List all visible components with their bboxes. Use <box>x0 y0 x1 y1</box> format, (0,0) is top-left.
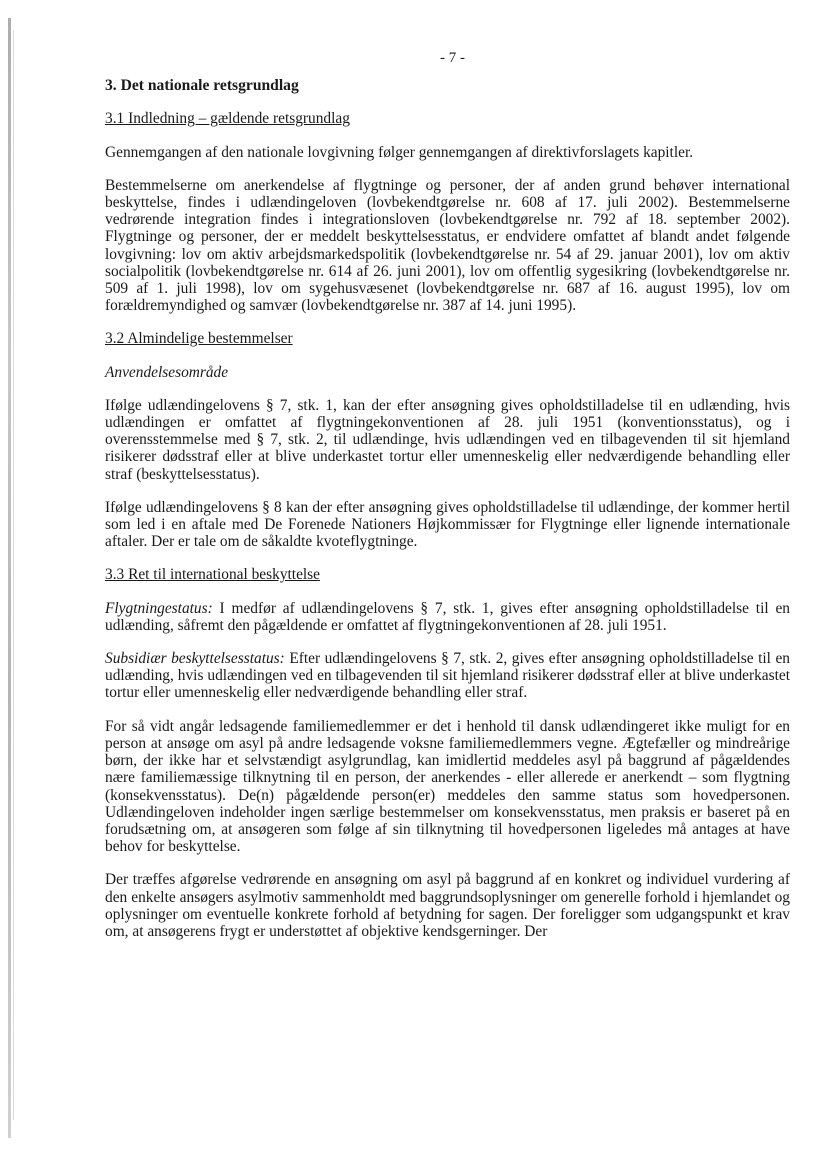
section-heading-3-1: 3.1 Indledning – gældende retsgrundlag <box>105 110 350 128</box>
paragraph: Ifølge udlændingelovens § 8 kan der efter ansøgning gives opholdstilladelse til udlændinge, der kommer hertil som led i en aftale med De Forenede Nationers Højkommissær for Flygtninge eller lignende internationale aftaler. Der er tale om de såkaldte kvoteflygtninge. <box>105 498 790 551</box>
paragraph: Der træffes afgørelse vedrørende en ansøgning om asyl på baggrund af en konkret og individuel vurdering af den enkelte ansøgers asylmotiv sammenholdt med baggrundsoplysninger om generelle forhold i hjemlandet og oplysninger om eventuelle konkrete forhold af betydning for sagen. Der foreligger som udgangspunkt et krav om, at ansøgerens frygt er understøttet af objektive kendsgerninger. Der <box>105 871 790 940</box>
section-heading-3-3: 3.3 Ret til international beskyttelse <box>105 566 320 584</box>
scan-edge-line <box>13 30 14 1120</box>
paragraph-lead: Subsidiær beskyttelsesstatus: <box>105 650 285 668</box>
page-number: - 7 - <box>440 50 465 66</box>
section-heading-3-2: 3.2 Almindelige bestemmelser <box>105 330 293 348</box>
paragraph-text: Efter udlændingelovens § 7, stk. 2, gives efter ansøgning opholdstilladelse til en udlænding, hvis udlændingen ved en tilbagevenden til sit hjemland risikerer dødsstraf eller at blive underkastet tortur eller umenneskelig eller nedværdigende behandling eller straf. <box>105 650 790 702</box>
subheading-anvendelsesomraade: Anvendelsesområde <box>105 363 229 381</box>
paragraph: Ifølge udlændingelovens § 7, stk. 1, kan der efter ansøgning gives opholdstilladelse til en udlænding, hvis udlændingen er omfattet af flygtningekonventionen af 28. juli 1951 (konventionsstatus), og i overensstemmelse med § 7, stk. 2, til udlændinge, hvis udlændingen ved en tilbagevenden til sit hjemland risikerer dødsstraf eller at blive underkastet tortur eller umenneskelig eller nedværdigende behandling eller straf (beskyttelsesstatus). <box>105 396 790 483</box>
paragraph: For så vidt angår ledsagende familiemedlemmer er det i henhold til dansk udlændingeret ikke muligt for en person at ansøge om asyl på andre ledsagende voksne familiemedlemmers vegne. Ægtefæller og mindreårige børn, der ikke har et selvstændigt asylgrundlag, kan imidlertid meddeles asyl på baggrund af pågældendes nære familiemæssige tilknytning til en person, der anerkendes - eller allerede er anerkendt – som flygtning (konsekvensstatus). De(n) pågældende person(er) meddeles den samme status som hovedpersonen. Udlændingeloven indeholder ingen særlige bestemmelser om konsekvensstatus, men praksis er baseret på en forudsætning om, at ansøgeren som følge af sin tilknytning til hovedpersonen ligeledes må antages at have behov for beskyttelse. <box>105 717 790 856</box>
document-page <box>105 50 790 956</box>
chapter-heading: 3. Det nationale retsgrundlag <box>105 77 299 95</box>
paragraph: Gennemgangen af den nationale lovgivning følger gennemgangen af direktivforslagets kapitler. <box>105 143 694 161</box>
scan-edge-shadow <box>8 18 11 1138</box>
paragraph-lead: Flygtningestatus: <box>105 599 213 617</box>
paragraph: Bestemmelserne om anerkendelse af flygtninge og personer, der af anden grund behøver international beskyttelse, findes i udlændingeloven (lovbekendtgørelse nr. 608 af 17. juli 2002). Bestemmelserne vedrørende integration findes i integrationsloven (lovbekendtgørelse nr. 792 af 18. september 2002). Flygtninge og personer, der er meddelt beskyttelsesstatus, er endvidere omfattet af blandt andet følgende lovgivning: lov om aktiv arbejdsmarkedspolitik (lovbekendtgørelse nr. 54 af 29. januar 2001), lov om aktiv socialpolitik (lovbekendtgørelse nr. 614 af 26. juni 2001), lov om offentlig sygesikring (lovbekendtgørelse nr. 509 af 1. juli 1998), lov om sygehusvæsenet (lovbekendtgørelse nr. 687 af 16. august 1995), lov om forældremyndighed og samvær (lovbekendtgørelse nr. 387 af 14. juni 1995). <box>105 176 790 315</box>
paragraph-flygtningestatus <box>105 600 790 634</box>
paragraph-text: I medfør af udlændingelovens § 7, stk. 1, gives efter ansøgning opholdstilladelse til en udlænding, såfremt den pågældende er omfattet af flygtningekonventionen af 28. juli 1951. <box>105 599 790 634</box>
paragraph-subsidiaer <box>105 650 790 702</box>
